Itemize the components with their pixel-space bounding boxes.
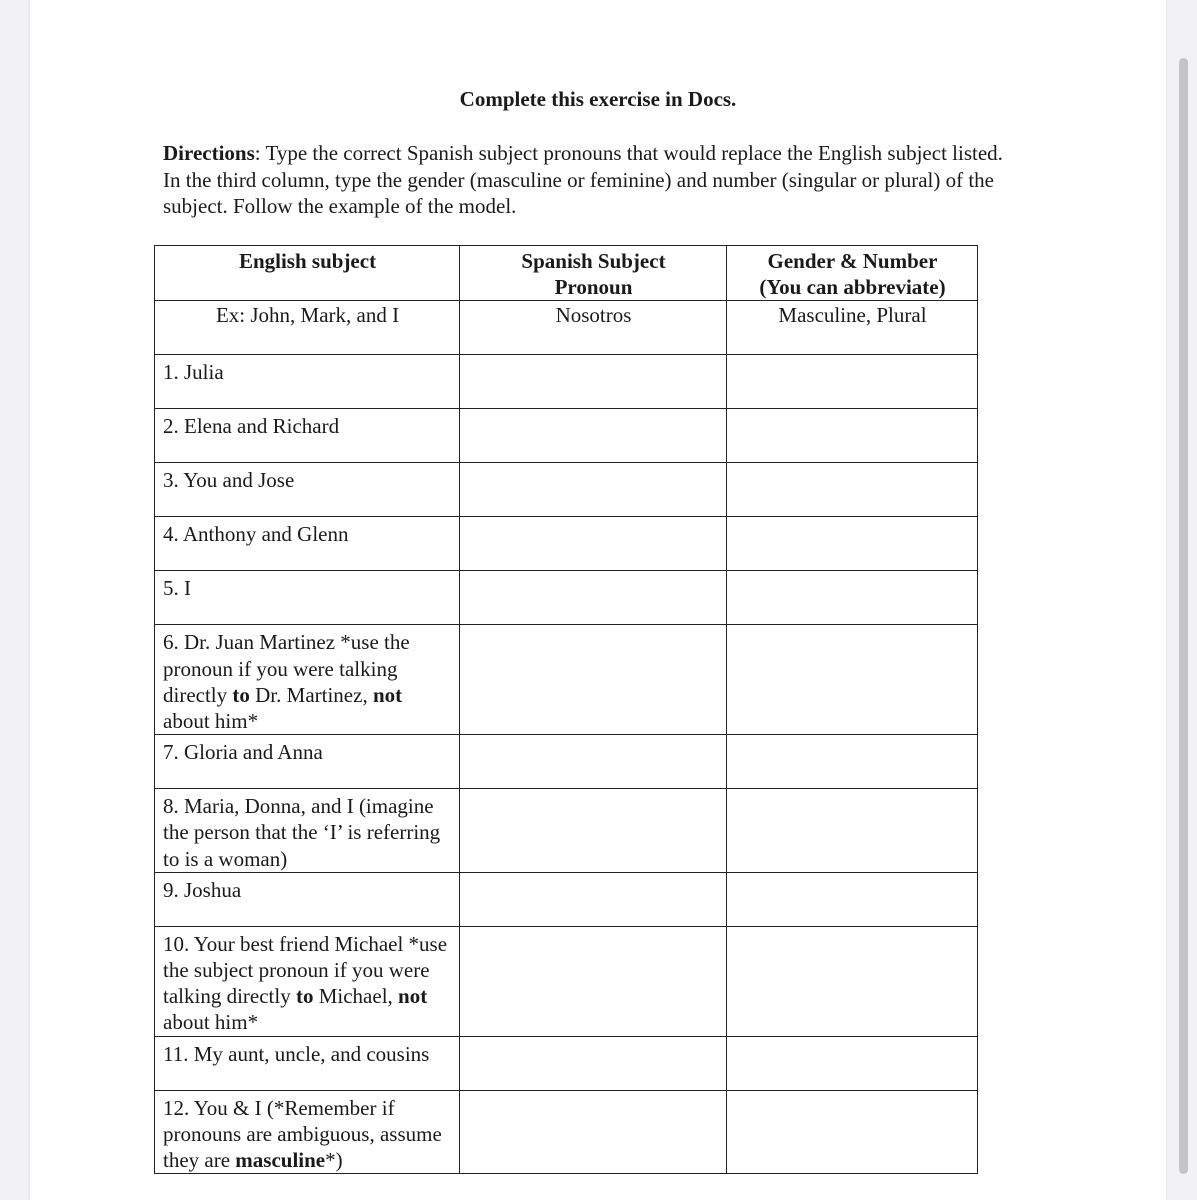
- subject-text-part: Michael,: [313, 984, 399, 1009]
- subject-cell: [155, 926, 460, 1036]
- header-spanish-pronoun-line2: Pronoun: [554, 275, 633, 300]
- gender-number-answer-cell[interactable]: [726, 517, 977, 571]
- table-row: [155, 926, 978, 1036]
- subject-cell: [155, 872, 460, 926]
- table-row: [155, 409, 978, 463]
- directions-text: : Type the correct Spanish subject pronouns that would replace the English subject listed. In the third column, type the gender (masculine or feminine) and number (singular or plural) of the subject. Follow the example of the model.: [163, 141, 1003, 218]
- subject-cell: [155, 1090, 460, 1174]
- subject-cell: [155, 517, 460, 571]
- subject-text-part: about him*: [163, 709, 259, 734]
- pronoun-answer-cell[interactable]: [460, 355, 727, 409]
- pronoun-answer-cell[interactable]: [460, 625, 727, 735]
- gender-number-answer-cell[interactable]: [726, 735, 977, 789]
- directions-label: Directions: [163, 141, 255, 165]
- subject-text: 5. I: [163, 576, 191, 601]
- subject-text: 9. Joshua: [163, 877, 242, 902]
- header-spanish-pronoun-line1: Spanish Subject: [521, 249, 666, 273]
- subject-text: 11. My aunt, uncle, and cousins: [163, 1041, 430, 1066]
- table-row: [155, 1036, 978, 1090]
- subject-text-part: 10. Your best friend Michael *use the subject pronoun if you were talking directly: [163, 931, 448, 1009]
- pronoun-answer-cell[interactable]: [460, 1036, 727, 1090]
- table-row: [155, 355, 978, 409]
- gender-number-answer-cell[interactable]: [726, 571, 977, 625]
- table-row: [155, 571, 978, 625]
- subject-cell: [155, 355, 460, 409]
- example-prefix: Ex:: [215, 303, 246, 328]
- subject-text: 3. You and Jose: [163, 468, 295, 493]
- page-title: Complete this exercise in Docs.: [459, 87, 737, 111]
- pronoun-answer-cell[interactable]: [460, 517, 727, 571]
- subject-text-bold: masculine: [235, 1148, 326, 1173]
- pronoun-answer-cell[interactable]: [460, 463, 727, 517]
- subject-text: [163, 626, 452, 734]
- subject-text-bold: to: [232, 682, 250, 707]
- pronoun-answer-cell[interactable]: [460, 409, 727, 463]
- subject-cell: [155, 789, 460, 873]
- directions-paragraph: [163, 140, 1013, 220]
- subject-text: 8. Maria, Donna, and I (imagine the person that the ‘I’ is referring to is a woman): [163, 794, 441, 871]
- subject-text-bold: to: [295, 984, 314, 1009]
- scrollbar-thumb[interactable]: [1179, 58, 1188, 1174]
- pronoun-answer-cell[interactable]: [460, 1090, 727, 1174]
- pronoun-answer-cell[interactable]: [460, 872, 727, 926]
- subject-cell: [155, 409, 460, 463]
- gender-number-answer-cell[interactable]: [726, 463, 977, 517]
- pronoun-answer-cell[interactable]: [460, 735, 727, 789]
- example-gender-number-cell: Masculine, Plural: [726, 301, 977, 355]
- table-row: [155, 517, 978, 571]
- gender-number-answer-cell[interactable]: [726, 872, 977, 926]
- table-row: [155, 735, 978, 789]
- gender-number-answer-cell[interactable]: [726, 625, 977, 735]
- table-row: [155, 625, 978, 735]
- subject-cell: [155, 735, 460, 789]
- subject-cell: [155, 571, 460, 625]
- subject-text-part: about him*: [163, 1010, 259, 1035]
- subject-text: 7. Gloria and Anna: [163, 740, 323, 765]
- table-row: [155, 1090, 978, 1174]
- header-gender-number: [726, 246, 977, 301]
- subject-text: 2. Elena and Richard: [163, 414, 340, 439]
- table-row: [155, 789, 978, 873]
- pronoun-answer-cell[interactable]: [460, 926, 727, 1036]
- gender-number-answer-cell[interactable]: [726, 926, 977, 1036]
- header-spanish-pronoun: [460, 246, 727, 301]
- example-subject-cell: [155, 301, 460, 355]
- header-english-subject: [155, 246, 460, 301]
- subject-text: 4. Anthony and Glenn: [163, 522, 349, 547]
- subject-text-part: 6. Dr. Juan Martinez *use the pronoun if you were talking directly: [163, 630, 410, 707]
- gender-number-answer-cell[interactable]: [726, 409, 977, 463]
- gender-number-answer-cell[interactable]: [726, 355, 977, 409]
- subject-text: [163, 928, 452, 1036]
- subject-cell: [155, 463, 460, 517]
- table-header-row: [155, 246, 978, 301]
- gender-number-answer-cell[interactable]: [726, 1036, 977, 1090]
- subject-text: [163, 1092, 452, 1174]
- header-gender-number-line1: Gender & Number: [767, 249, 938, 273]
- header-gender-number-line2: (You can abbreviate): [759, 275, 946, 300]
- subject-text-bold: not: [398, 984, 428, 1009]
- gender-number-answer-cell[interactable]: [726, 789, 977, 873]
- table-row: [155, 872, 978, 926]
- example-subject: John, Mark, and I: [245, 303, 400, 328]
- header-english-subject-label: English subject: [238, 249, 377, 273]
- subject-text-part: Dr. Martinez,: [249, 682, 373, 707]
- subject-cell: [155, 625, 460, 735]
- subject-text-bold: not: [372, 682, 403, 707]
- example-row: [155, 301, 978, 355]
- table-row: [155, 463, 978, 517]
- subject-cell: [155, 1036, 460, 1090]
- example-pronoun-cell: Nosotros: [460, 301, 727, 355]
- exercise-table: [154, 245, 978, 1174]
- pronoun-answer-cell[interactable]: [460, 571, 727, 625]
- subject-text-part: *): [325, 1148, 343, 1173]
- gender-number-answer-cell[interactable]: [726, 1090, 977, 1174]
- subject-text: 1. Julia: [163, 360, 224, 385]
- subject-text-part: 12. You & I (*Remember if pronouns are ambiguous, assume they are: [163, 1095, 442, 1173]
- pronoun-answer-cell[interactable]: [460, 789, 727, 873]
